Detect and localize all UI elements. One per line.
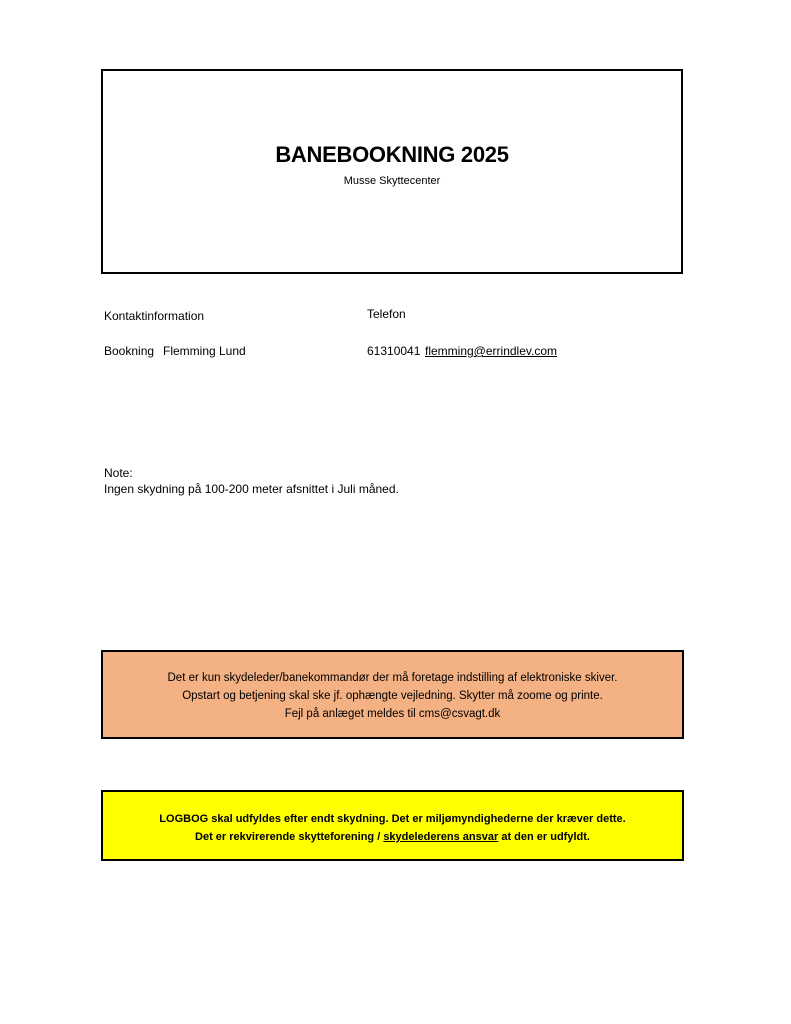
info-line-1: Det er kun skydeleder/banekommandør der må foretage indstilling af elektroniske skiver.	[167, 672, 618, 684]
title-box	[101, 69, 683, 274]
page-subtitle: Musse Skyttecenter	[343, 175, 441, 187]
booking-role: Bookning	[104, 344, 155, 358]
phone-label: Telefon	[367, 307, 406, 321]
contact-name: Flemming Lund	[163, 344, 246, 358]
contact-section-label: Kontaktinformation	[104, 309, 205, 323]
info-line-3: Fejl på anlæget meldes til cms@csvagt.dk	[284, 708, 501, 720]
logbog-responsibility-link: skydelederens ansvar	[383, 831, 499, 843]
note-label: Note:	[104, 466, 133, 480]
info-box	[101, 650, 684, 739]
note-block	[104, 465, 399, 497]
logbog-line-2	[103, 828, 682, 846]
info-line-2: Opstart og betjening skal ske jf. ophængte vejledning. Skytter må zoome og printe.	[182, 690, 603, 702]
contact-phone: 61310041	[367, 344, 421, 358]
contact-email-link[interactable]: flemming@errindlev.com	[425, 344, 557, 358]
logbog-box	[101, 790, 684, 861]
logbog-line-1: LOGBOG skal udfyldes efter endt skydning. Det er miljømyndighederne der kræver dette.	[159, 813, 626, 825]
logbog-line-2-start: Det er rekvirerende skytteforening /	[195, 831, 384, 843]
page-title: BANEBOOKNING 2025	[275, 142, 509, 167]
logbog-line-2-end: at den er udfyldt.	[498, 831, 590, 843]
note-text: Ingen skydning på 100-200 meter afsnittet i Juli måned.	[104, 482, 399, 496]
